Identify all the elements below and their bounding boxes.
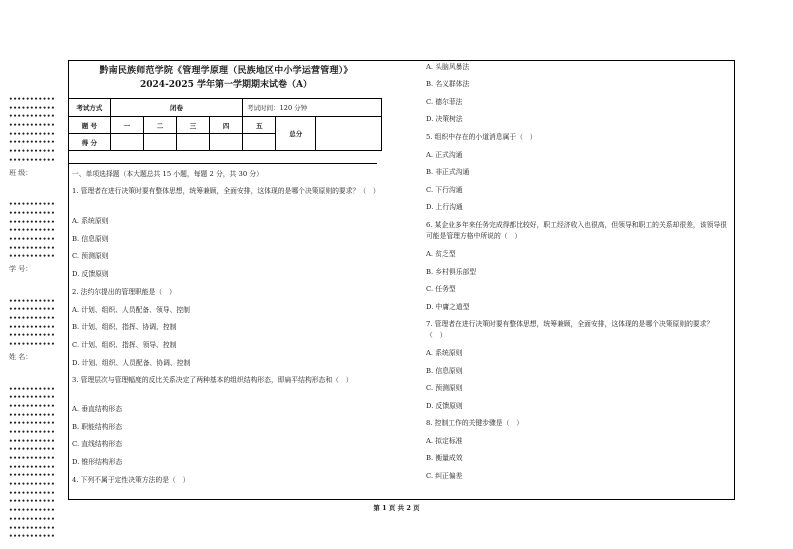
dot-line: ••••••••••• [9,515,56,523]
dot-line: ••••••••••• [9,428,56,436]
dot-line: ••••••••••• [9,323,56,331]
score-cell-5[interactable] [243,134,276,151]
dot-line: ••••••••••• [9,218,56,226]
dot-line: ••••••••••• [9,437,56,445]
score-label: 得 分 [69,134,111,151]
dot-line: ••••••••••• [9,297,56,305]
q5-option-d: D. 上行沟通 [426,203,463,211]
q1-option-c: C. 预测原则 [72,252,109,260]
col-header-3: 三 [176,117,209,134]
score-cell-1[interactable] [110,134,143,151]
dot-line: ••••••••••• [9,201,56,209]
section-divider [69,163,377,164]
dot-line: ••••••••••• [9,139,56,147]
q3-option-b: B. 职能结构形态 [72,423,123,431]
dot-line: ••••••••••• [9,394,56,402]
exam-time: 考试时间：120 分钟 [243,99,382,117]
dot-line: ••••••••••• [9,489,56,497]
q4-option-c: C. 德尔菲法 [426,98,463,106]
q7-option-b: B. 信息原则 [426,367,463,375]
total-label: 总分 [276,117,316,151]
question-4: 4. 下列不属于定性决策方法的是（ ） [72,476,190,484]
dot-line: ••••••••••• [9,113,56,121]
exam-mode-value: 闭卷 [110,99,242,117]
left-column [69,61,383,499]
total-score-cell[interactable] [316,117,382,151]
dot-line: ••••••••••• [9,455,56,462]
dot-line: ••••••••••• [9,481,56,489]
question-6: 6. 某企业多年来任务完成得都比较好，职工经济收入也很高，但领导和职工的关系却很差，该领导很可能是管理方格中所说的（ ） [426,221,727,240]
dot-line: ••••••••••• [9,315,56,323]
q3-option-a: A. 垂直结构形态 [72,405,123,413]
class-label: 班 级： [9,168,33,177]
question-1: 1. 管理者在进行决策时要有整体思想，统筹兼顾，全面安排，这体现的是哪个决策原则的要求？（ ） [72,187,380,195]
q1-option-b: B. 信息原则 [72,235,109,243]
score-cell-2[interactable] [143,134,176,151]
q4-option-b: B. 名义群体法 [426,80,470,88]
q7-option-a: A. 系统原则 [426,349,463,357]
dot-line: ••••••••••• [9,122,56,130]
q7-option-c: C. 预测原则 [426,384,463,392]
q7-option-d: D. 反馈原则 [426,402,463,410]
q2-option-a: A. 计划、组织、人员配备、领导、控制 [72,306,190,314]
col-header-2: 二 [143,117,176,134]
col-header-5: 五 [243,117,276,134]
q1-option-a: A. 系统原则 [72,217,109,225]
q1-option-d: D. 反馈原则 [72,270,109,278]
dot-line: ••••••••••• [9,420,56,428]
q6-option-a: A. 贫乏型 [426,250,456,258]
question-8: 8. 控制工作的关键步骤是（ ） [426,419,524,427]
binding-group-tail [9,386,59,542]
dot-line: ••••••••••• [9,341,56,349]
dot-line: ••••••••••• [9,402,56,410]
score-cell-3[interactable] [176,134,209,151]
dot-line: ••••••••••• [9,306,56,314]
question-5: 5. 组织中存在的小道消息属于（ ） [426,133,537,141]
dot-line: ••••••••••• [9,446,56,454]
exam-page-frame [68,60,735,500]
binding-strip [9,96,59,542]
exam-title: 黔南民族师范学院《管理学原理（民族地区中小学运营管理）》 [99,66,353,76]
q6-option-b: B. 乡村俱乐部型 [426,268,477,276]
q4-option-a: A. 头脑风暴法 [426,63,470,71]
q6-option-c: C. 任务型 [426,285,456,293]
question-no-label: 题 号 [69,117,111,134]
dot-line: ••••••••••• [9,332,56,340]
q3-option-d: D. 锥形结构形态 [72,458,123,466]
dot-line: ••••••••••• [9,533,56,541]
q4-option-d: D. 决策树法 [426,115,463,123]
score-cell-4[interactable] [210,134,243,151]
dot-line: ••••••••••• [9,209,56,217]
dot-line: ••••••••••• [9,104,56,112]
q8-option-b: B. 衡量成效 [426,454,463,462]
col-header-1: 一 [110,117,143,134]
dot-line: ••••••••••• [9,524,56,532]
binding-group-class [9,96,59,177]
dot-line: ••••••••••• [9,385,56,393]
dot-line: ••••••••••• [9,507,56,515]
name-label: 姓 名： [9,352,33,361]
q5-option-b: B. 非正式沟通 [426,168,470,176]
dot-line: ••••••••••• [9,411,56,419]
question-3: 3. 管理层次与管理幅度的反比关系决定了两种基本的组织结构形态，即扁平结构形态和（ ） [72,376,353,384]
dot-line: ••••••••••• [9,227,56,235]
dot-line: ••••••••••• [9,472,56,480]
col-header-4: 四 [210,117,243,134]
binding-group-name [9,298,59,362]
q5-option-c: C. 下行沟通 [426,186,463,194]
q2-option-c: C. 计划、组织、指挥、领导、控制 [72,341,177,349]
score-table [68,98,382,151]
dot-line: ••••••••••• [9,235,56,243]
dot-line: ••••••••••• [9,244,56,252]
page-number: 第 1 页 共 2 页 [373,504,420,512]
dot-line: ••••••••••• [9,96,56,103]
dot-line: ••••••••••• [9,148,56,156]
question-7: 7. 管理者在进行决策时要有整体思想，统筹兼顾，全面安排，这体现的是哪个决策原则的要求？（ ） [426,320,714,339]
q8-option-a: A. 拟定标准 [426,437,463,445]
binding-group-student-id [9,201,59,274]
dot-line: ••••••••••• [9,253,56,261]
dot-line: ••••••••••• [9,498,56,506]
student-id-label: 学 号： [9,265,33,273]
exam-mode-label: 考试方式 [69,99,111,117]
q2-option-d: D. 计划、组织、人员配备、协调、控制 [72,359,191,367]
exam-subtitle: 2024-2025 学年第一学期期末试卷（A） [140,80,312,90]
section-heading: 一、单项选择题（本大题总共 15 小题，每题 2 分，共 30 分） [72,170,263,178]
dot-line: ••••••••••• [9,463,56,471]
q8-option-c: C. 纠正偏差 [426,472,463,480]
question-2: 2. 法约尔提出的管理职能是（ ） [72,288,176,296]
dot-line: ••••••••••• [9,156,56,164]
q5-option-a: A. 正式沟通 [426,151,463,159]
q3-option-c: C. 直线结构形态 [72,440,123,448]
q2-option-b: B. 计划、组织、指挥、协调、控制 [72,323,177,331]
dot-line: ••••••••••• [9,130,56,138]
q6-option-d: D. 中庸之道型 [426,303,470,311]
